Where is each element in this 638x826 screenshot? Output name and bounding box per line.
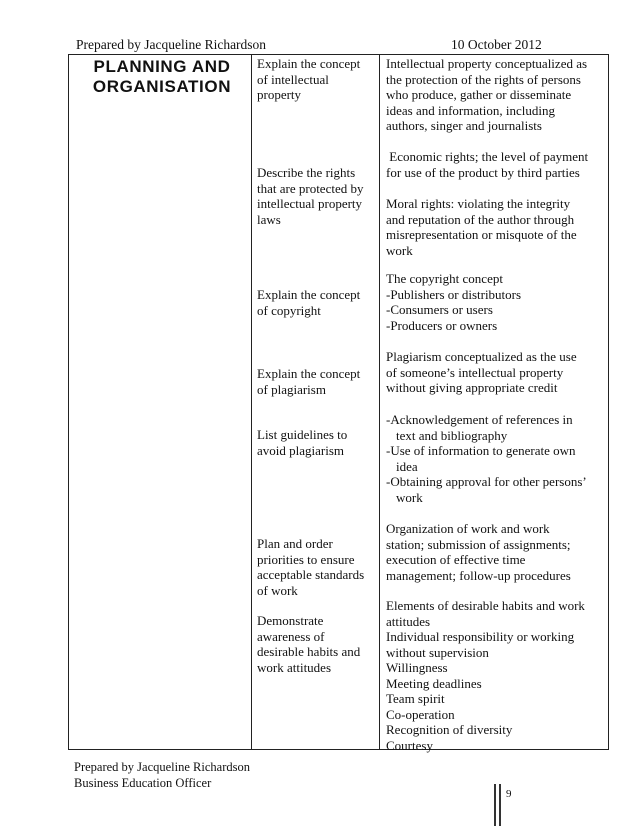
objective-line: Explain the concept <box>257 56 361 71</box>
content-line: Economic rights; the level of payment <box>386 149 589 164</box>
objective-work-attitudes <box>257 613 379 675</box>
content-economic-rights <box>386 149 608 180</box>
content-intellectual-property <box>386 56 608 134</box>
section-title-line: ORGANISATION <box>92 77 232 96</box>
objective-line: priorities to ensure <box>257 551 355 567</box>
column-divider <box>379 55 380 749</box>
page-number: 9 <box>506 788 512 800</box>
content-line: Co-operation <box>386 706 455 722</box>
content-line: Elements of desirable habits and work <box>386 598 585 613</box>
content-line: attitudes <box>386 613 431 629</box>
content-line: without giving appropriate credit <box>386 380 558 395</box>
header-prepared-by: Prepared by Jacqueline Richardson <box>76 37 267 52</box>
content-line: -Acknowledgement of references in <box>386 412 573 427</box>
content-plagiarism <box>386 349 608 396</box>
objective-line: desirable habits and <box>257 644 361 659</box>
objective-line: of plagiarism <box>257 381 326 397</box>
content-desirable-habits <box>386 598 608 753</box>
objective-plagiarism <box>257 366 379 397</box>
content-copyright <box>386 271 608 333</box>
objective-line: Explain the concept <box>257 366 361 381</box>
objective-copyright <box>257 287 379 318</box>
content-line: ideas and information, including <box>386 102 555 118</box>
content-line: Organization of work and work <box>386 521 550 536</box>
objective-line: of intellectual <box>257 71 329 87</box>
column-divider <box>251 55 252 749</box>
content-line: for use of the product by third parties <box>386 164 580 180</box>
content-line: Intellectual property conceptualized as <box>386 56 588 71</box>
content-line: Willingness <box>386 660 448 675</box>
content-line: idea <box>396 458 418 474</box>
curriculum-table <box>68 54 609 753</box>
content-work-organization <box>386 521 608 583</box>
content-line: execution of effective time <box>386 552 526 567</box>
objective-avoid-plagiarism <box>257 427 379 458</box>
content-line: Recognition of diversity <box>386 722 513 737</box>
objective-line: Demonstrate <box>257 613 324 628</box>
objective-line: of copyright <box>257 302 321 318</box>
content-line: station; submission of assignments; <box>386 536 571 552</box>
footer-prepared-by: Prepared by Jacqueline Richardson <box>74 760 250 774</box>
objective-line: awareness of <box>257 628 325 644</box>
objective-line: avoid plagiarism <box>257 442 345 458</box>
content-line: without supervision <box>386 644 489 660</box>
content-line: work <box>396 489 423 505</box>
content-line: work <box>386 242 413 258</box>
header-date: 10 October 2012 <box>451 37 542 52</box>
content-line: text and bibliography <box>396 427 508 443</box>
footer-title: Business Education Officer <box>74 776 212 790</box>
objective-line: that are protected by <box>257 180 364 196</box>
content-line: authors, singer and journalists <box>386 118 542 133</box>
content-line: -Use of information to generate own <box>386 443 576 458</box>
section-title-line: PLANNING AND <box>93 57 231 76</box>
content-line: Individual responsibility or working <box>386 629 575 644</box>
objective-rights <box>257 165 379 227</box>
page-number-rule <box>494 784 496 826</box>
content-line: -Consumers or users <box>386 302 493 317</box>
content-line: management; follow-up procedures <box>386 567 571 583</box>
page-number-rule <box>499 784 501 826</box>
content-line: Team spirit <box>386 691 445 706</box>
objective-intellectual-property <box>257 56 379 103</box>
section-title <box>77 57 247 97</box>
objective-line: Explain the concept <box>257 287 361 302</box>
content-plagiarism-guidelines <box>386 412 608 505</box>
objective-line: Plan and order <box>257 536 333 551</box>
objective-line: Describe the rights <box>257 165 356 180</box>
content-line: -Publishers or distributors <box>386 286 522 302</box>
content-line: misrepresentation or misquote of the <box>386 227 577 242</box>
content-line: -Obtaining approval for other persons’ <box>386 474 587 489</box>
content-line: Moral rights: violating the integrity <box>386 196 571 211</box>
content-line: who produce, gather or disseminate <box>386 87 572 102</box>
content-line: -Producers or owners <box>386 317 498 333</box>
objective-line: List guidelines to <box>257 427 348 442</box>
objective-line: property <box>257 87 302 102</box>
objective-line: of work <box>257 582 298 598</box>
content-moral-rights <box>386 196 608 258</box>
objective-line: work attitudes <box>257 659 332 675</box>
objective-line: laws <box>257 211 281 227</box>
content-line: the protection of the rights of persons <box>386 71 581 87</box>
objective-line: acceptable standards <box>257 567 365 582</box>
content-line: of someone’s intellectual property <box>386 364 564 380</box>
objective-plan-priorities <box>257 536 379 598</box>
content-line: Meeting deadlines <box>386 675 482 691</box>
content-line: and reputation of the author through <box>386 211 575 227</box>
content-line: Courtesy <box>386 737 433 753</box>
objective-line: intellectual property <box>257 196 363 211</box>
content-line: The copyright concept <box>386 271 503 286</box>
content-line: Plagiarism conceptualized as the use <box>386 349 577 364</box>
